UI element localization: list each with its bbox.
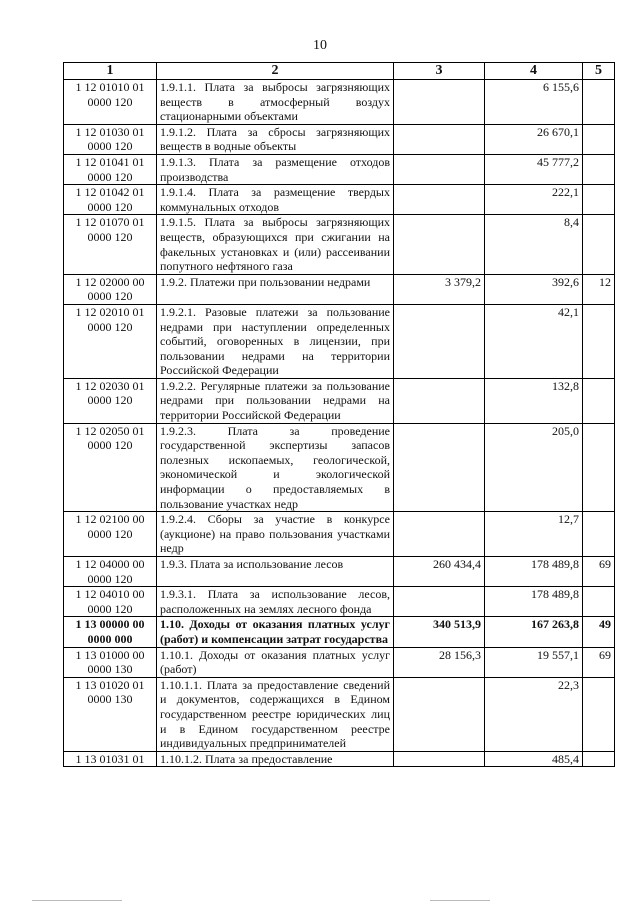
code-cell: 1 12 02030 01 0000 120 [64,378,157,423]
column-3-value [394,751,485,767]
code-cell: 1 12 02050 01 0000 120 [64,423,157,512]
column-header: 5 [583,63,615,80]
column-4-value: 167 263,8 [485,617,583,647]
scan-edge-marks [0,896,640,905]
column-4-value: 205,0 [485,423,583,512]
name-cell: 1.9.3.1. Плата за использование лесов, расположенных на землях лесного фонда [157,587,394,617]
column-3-value [394,215,485,274]
name-cell: 1.9.1.5. Плата за выбросы загрязняющих веществ, образующихся при сжигании на факельных установках и (или) рассеивании попутного нефтяного газа [157,215,394,274]
column-3-value: 28 156,3 [394,647,485,677]
column-3-value [394,423,485,512]
column-3-value [394,80,485,125]
column-5-value [583,304,615,378]
name-cell: 1.9.1.1. Плата за выбросы загрязняющих веществ в атмосферный воздух стационарными объектами [157,80,394,125]
code-cell: 1 12 01041 01 0000 120 [64,154,157,184]
table-row [64,423,615,512]
column-3-value [394,185,485,215]
table-row [64,304,615,378]
column-5-value [583,423,615,512]
column-4-value: 132,8 [485,378,583,423]
code-cell: 1 13 01000 00 0000 130 [64,647,157,677]
table-row [64,751,615,767]
column-4-value: 8,4 [485,215,583,274]
table-header-row [64,63,615,80]
column-3-value [394,154,485,184]
column-4-value: 6 155,6 [485,80,583,125]
table-row [64,274,615,304]
column-5-value [583,677,615,751]
name-cell: 1.10.1.1. Плата за предоставление сведений и документов, содержащихся в Едином государственном реестре юридических лиц и в Едином государственном реестре индивидуальных предпринимателей [157,677,394,751]
column-4-value: 392,6 [485,274,583,304]
code-cell: 1 13 00000 00 0000 000 [64,617,157,647]
column-4-value: 485,4 [485,751,583,767]
column-header: 1 [64,63,157,80]
code-cell: 1 12 02100 00 0000 120 [64,512,157,557]
table-row [64,80,615,125]
column-header: 4 [485,63,583,80]
column-header: 2 [157,63,394,80]
column-3-value: 260 434,4 [394,557,485,587]
column-3-value: 3 379,2 [394,274,485,304]
code-cell: 1 12 01030 01 0000 120 [64,124,157,154]
table-row [64,185,615,215]
table-row [64,617,615,647]
column-4-value: 45 777,2 [485,154,583,184]
name-cell: 1.9.1.3. Плата за размещение отходов производства [157,154,394,184]
column-5-value [583,185,615,215]
table-row [64,154,615,184]
column-4-value: 222,1 [485,185,583,215]
name-cell: 1.9.3. Плата за использование лесов [157,557,394,587]
column-4-value: 26 670,1 [485,124,583,154]
column-4-value: 178 489,8 [485,557,583,587]
column-5-value [583,154,615,184]
table-body [64,80,615,767]
column-5-value [583,215,615,274]
name-cell: 1.9.2.2. Регулярные платежи за пользование недрами при пользовании недрами на территории Российской Федерации [157,378,394,423]
code-cell: 1 12 02000 00 0000 120 [64,274,157,304]
column-5-value: 69 [583,557,615,587]
column-3-value [394,512,485,557]
name-cell: 1.9.2.1. Разовые платежи за пользование недрами при наступлении определенных событий, оговоренных в лицензии, при пользовании недрами на территории Российской Федерации [157,304,394,378]
name-cell: 1.10. Доходы от оказания платных услуг (работ) и компенсации затрат государства [157,617,394,647]
column-5-value [583,751,615,767]
column-4-value: 12,7 [485,512,583,557]
column-4-value: 19 557,1 [485,647,583,677]
table-row [64,124,615,154]
name-cell: 1.10.1.2. Плата за предоставление [157,751,394,767]
column-3-value [394,124,485,154]
column-3-value [394,304,485,378]
column-4-value: 22,3 [485,677,583,751]
column-5-value [583,587,615,617]
name-cell: 1.9.2. Платежи при пользовании недрами [157,274,394,304]
code-cell: 1 12 01010 01 0000 120 [64,80,157,125]
code-cell: 1 13 01031 01 [64,751,157,767]
code-cell: 1 13 01020 01 0000 130 [64,677,157,751]
name-cell: 1.9.1.4. Плата за размещение твердых коммунальных отходов [157,185,394,215]
column-3-value [394,378,485,423]
table-row [64,587,615,617]
table-row [64,677,615,751]
column-5-value [583,124,615,154]
name-cell: 1.9.2.4. Сборы за участие в конкурсе (аукционе) на право пользования участками недр [157,512,394,557]
code-cell: 1 12 04010 00 0000 120 [64,587,157,617]
column-5-value: 49 [583,617,615,647]
name-cell: 1.10.1. Доходы от оказания платных услуг (работ) [157,647,394,677]
table-row [64,512,615,557]
code-cell: 1 12 01042 01 0000 120 [64,185,157,215]
page-number: 10 [313,38,327,53]
budget-table [63,62,615,767]
table-row [64,215,615,274]
column-3-value [394,587,485,617]
column-3-value [394,677,485,751]
name-cell: 1.9.1.2. Плата за сбросы загрязняющих веществ в водные объекты [157,124,394,154]
table-row [64,647,615,677]
code-cell: 1 12 04000 00 0000 120 [64,557,157,587]
name-cell: 1.9.2.3. Плата за проведение государственной экспертизы запасов полезных ископаемых, геологической, экономической и экологической информации о предоставляемых в пользование участках недр [157,423,394,512]
code-cell: 1 12 02010 01 0000 120 [64,304,157,378]
column-5-value: 12 [583,274,615,304]
column-3-value: 340 513,9 [394,617,485,647]
column-5-value: 69 [583,647,615,677]
column-5-value [583,512,615,557]
column-4-value: 178 489,8 [485,587,583,617]
table-row [64,378,615,423]
code-cell: 1 12 01070 01 0000 120 [64,215,157,274]
table-row [64,557,615,587]
column-4-value: 42,1 [485,304,583,378]
column-5-value [583,80,615,125]
column-header: 3 [394,63,485,80]
column-5-value [583,378,615,423]
